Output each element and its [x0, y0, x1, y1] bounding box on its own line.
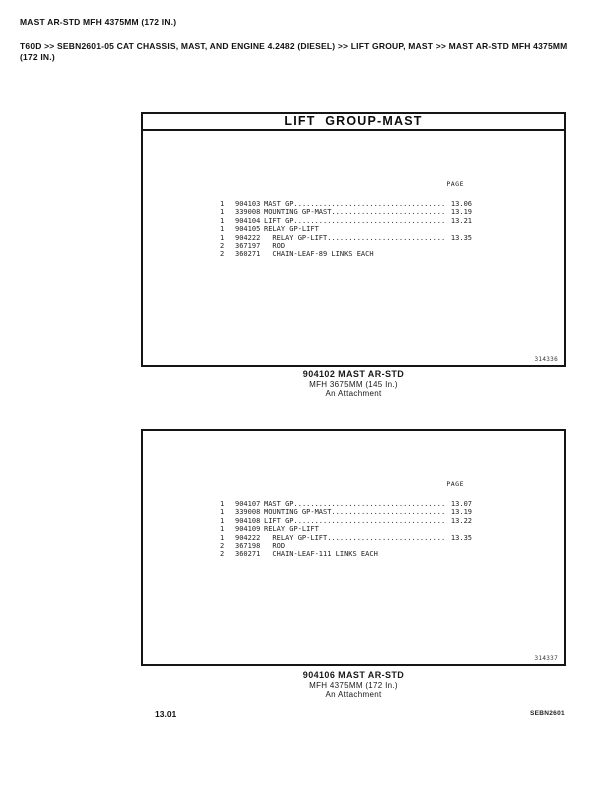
caption-mfh-line: MFH 3675MM (145 In.) [309, 379, 398, 389]
page-ref-cell: 13.22 [450, 516, 472, 525]
parts-list-1 [220, 180, 472, 259]
page-ref-cell: 13.35 [450, 533, 472, 542]
page-title: MAST AR-STD MFH 4375MM (172 IN.) [20, 17, 177, 27]
parts-row [220, 250, 472, 258]
description-cell: MAST GP [264, 200, 294, 208]
figure-box-2 [141, 429, 566, 666]
parts-row [220, 525, 472, 533]
description-cell: RELAY GP-LIFT [264, 233, 328, 242]
parts-row [220, 225, 472, 233]
qty-cell: 2 [220, 550, 225, 559]
description-cell: RELAY GP-LIFT [264, 533, 328, 542]
figure-box-1 [141, 112, 566, 367]
qty-cell: 1 [220, 216, 225, 225]
part-number-cell: 339008 [235, 508, 261, 517]
page-ref-cell: 13.06 [450, 200, 472, 208]
dot-leader [327, 234, 446, 242]
part-number-cell: 904222 [235, 533, 261, 542]
part-number-cell: 904222 [235, 233, 261, 242]
caption-attachment-line: An Attachment [325, 689, 382, 699]
page-ref-cell: 13.21 [450, 216, 472, 225]
qty-cell: 1 [220, 516, 225, 525]
page-ref-cell: 13.19 [450, 508, 472, 517]
qty-cell: 1 [220, 200, 225, 208]
description-cell: MOUNTING GP-MAST [264, 208, 332, 217]
qty-cell: 1 [220, 233, 225, 242]
caption-attachment-line: An Attachment [325, 388, 382, 398]
qty-cell: 1 [220, 225, 225, 234]
caption-mfh-line: MFH 4375MM (172 In.) [309, 680, 398, 690]
breadcrumb: T60D >> SEBN2601-05 CAT CHASSIS, MAST, AND ENGINE 4.2482 (DIESEL) >> LIFT GROUP, MAST >> MAST AR-STD MFH 4375MM (172 IN.) [20, 41, 568, 62]
qty-cell: 2 [220, 541, 225, 550]
qty-cell: 1 [220, 508, 225, 517]
parts-row [220, 500, 472, 508]
part-number-cell: 904103 [235, 200, 261, 208]
caption-model-line: 904106 MAST AR-STD [302, 670, 405, 680]
dot-leader [327, 534, 446, 542]
page-ref-cell: 13.35 [450, 233, 472, 242]
part-number-cell: 339008 [235, 208, 261, 217]
part-number-cell: 367198 [235, 541, 261, 550]
qty-cell: 1 [220, 208, 225, 217]
description-cell: RELAY GP-LIFT [264, 225, 319, 234]
page-ref-cell: 13.19 [450, 208, 472, 217]
figure-caption-1 [141, 370, 566, 398]
part-number-cell: 904105 [235, 225, 261, 234]
part-number-cell: 904109 [235, 525, 261, 534]
page-column-header: PAGE [446, 180, 464, 188]
parts-row [220, 517, 472, 525]
dot-leader [294, 217, 446, 225]
figure-title: LIFT GROUP-MAST [143, 114, 564, 131]
parts-row [220, 217, 472, 225]
qty-cell: 2 [220, 241, 225, 250]
description-cell: ROD [264, 541, 286, 550]
footer-page-number: 13.01 [155, 709, 177, 719]
part-number-cell: 367197 [235, 241, 261, 250]
description-cell: CHAIN-LEAF-89 LINKS EACH [264, 250, 374, 259]
parts-list-2 [220, 480, 472, 559]
figure-caption-2 [141, 671, 566, 699]
description-cell: MOUNTING GP-MAST [264, 508, 332, 517]
part-number-cell: 904104 [235, 216, 261, 225]
description-cell: LIFT GP [264, 216, 294, 225]
page-column-header: PAGE [446, 480, 464, 488]
footer-doc-number: SEBN2601 [530, 710, 565, 717]
parts-row [220, 200, 472, 208]
dot-leader [294, 517, 446, 525]
qty-cell: 1 [220, 533, 225, 542]
parts-row [220, 242, 472, 250]
description-cell: CHAIN-LEAF-111 LINKS EACH [264, 550, 378, 559]
part-number-cell: 360271 [235, 250, 261, 259]
caption-model-line: 904102 MAST AR-STD [302, 369, 405, 379]
dot-leader [294, 500, 446, 508]
parts-row [220, 508, 472, 516]
parts-row [220, 208, 472, 216]
description-cell: RELAY GP-LIFT [264, 525, 319, 534]
part-number-cell: 360271 [235, 550, 261, 559]
dot-leader [331, 208, 446, 216]
page-ref-cell: 13.07 [450, 500, 472, 508]
description-cell: LIFT GP [264, 516, 294, 525]
parts-row [220, 550, 472, 558]
dot-leader [331, 508, 446, 516]
figure-number: 314337 [534, 655, 558, 662]
part-number-cell: 904107 [235, 500, 261, 508]
figure-number: 314336 [534, 356, 558, 363]
qty-cell: 1 [220, 500, 225, 508]
description-cell: ROD [264, 241, 286, 250]
dot-leader [294, 200, 446, 208]
part-number-cell: 904108 [235, 516, 261, 525]
parts-row [220, 234, 472, 242]
qty-cell: 1 [220, 525, 225, 534]
parts-row [220, 542, 472, 550]
description-cell: MAST GP [264, 500, 294, 508]
parts-row [220, 534, 472, 542]
qty-cell: 2 [220, 250, 225, 259]
